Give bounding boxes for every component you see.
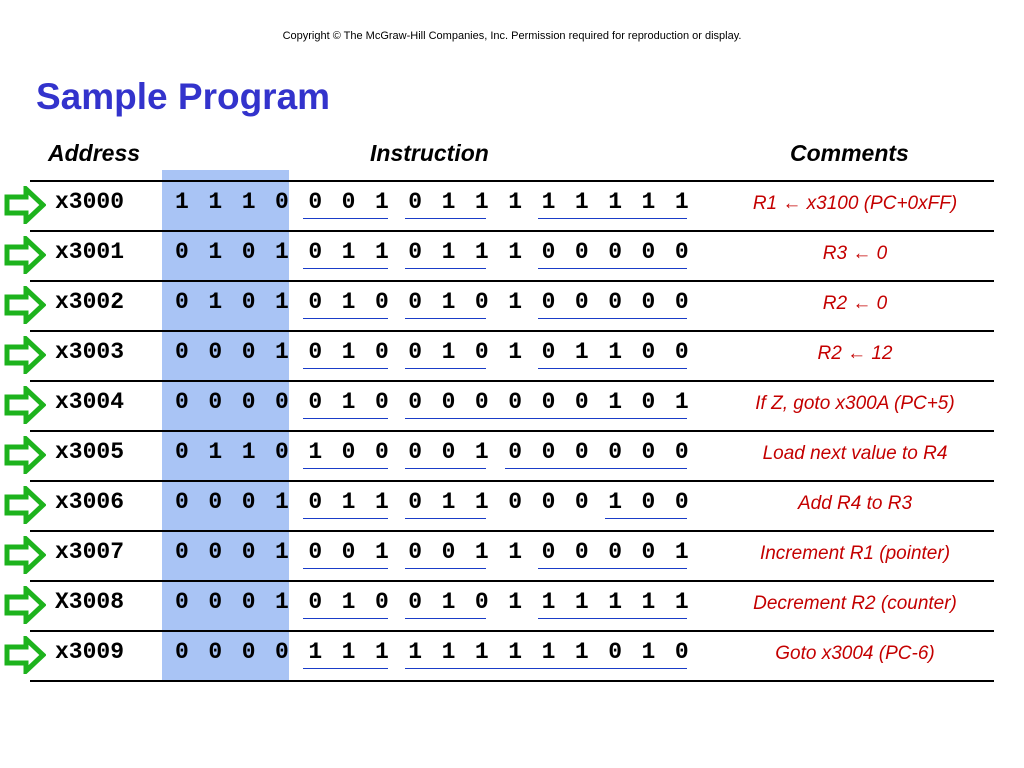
bit-digit: 1 — [508, 589, 523, 615]
field-underline — [405, 218, 485, 219]
bit-digit: 0 — [175, 539, 189, 565]
table-row — [0, 180, 1024, 230]
bit-digit: 1 — [408, 639, 423, 665]
bit-digit: 0 — [175, 439, 189, 465]
bit-digit: 0 — [641, 389, 656, 415]
address-cell: x3006 — [55, 489, 125, 515]
bit-digit: 0 — [574, 289, 589, 315]
bit-digit: 0 — [641, 339, 656, 365]
bit-digit: 0 — [674, 489, 689, 515]
bit-digit: 0 — [474, 589, 489, 615]
address-cell: x3002 — [55, 289, 125, 315]
bit-digit: 0 — [474, 339, 489, 365]
bit-digit: 1 — [508, 539, 523, 565]
bit-digit: 0 — [208, 589, 223, 615]
bit-digit: 1 — [508, 339, 523, 365]
bit-digit: 0 — [541, 239, 556, 265]
bit-digit: 1 — [275, 289, 289, 315]
bit-digit: 1 — [674, 539, 689, 565]
bit-digit: 0 — [608, 439, 623, 465]
address-cell: x3004 — [55, 389, 125, 415]
bit-digit: 0 — [441, 439, 456, 465]
bit-digit: 0 — [541, 489, 556, 515]
field-underline — [405, 518, 485, 519]
bit-digit: 1 — [441, 239, 456, 265]
bit-digit: 0 — [241, 589, 256, 615]
field-underline — [405, 568, 485, 569]
bit-digit: 0 — [308, 539, 323, 565]
bit-digit: 0 — [374, 439, 389, 465]
bit-digit: 0 — [175, 289, 189, 315]
bit-digit: 0 — [408, 239, 423, 265]
comment-cell: Decrement R2 (counter) — [753, 593, 957, 614]
bit-digit: 0 — [674, 439, 689, 465]
address-cell: X3008 — [55, 589, 125, 615]
address-cell: x3001 — [55, 239, 125, 265]
bit-digit: 0 — [241, 489, 256, 515]
field-underline — [405, 368, 485, 369]
field-underline — [405, 618, 485, 619]
bit-digit: 1 — [608, 389, 623, 415]
comment-cell: Add R4 to R3 — [797, 493, 913, 514]
bit-digit: 0 — [374, 389, 389, 415]
bit-digit: 1 — [374, 539, 389, 565]
field-underline — [303, 618, 387, 619]
bit-digit: 0 — [608, 289, 623, 315]
slide-title: Sample Program — [36, 76, 331, 117]
bit-digit: 0 — [308, 239, 323, 265]
bit-digit: 1 — [608, 339, 623, 365]
field-underline — [538, 568, 687, 569]
address-cell: x3007 — [55, 539, 125, 565]
bit-digit: 1 — [441, 289, 456, 315]
bit-digit: 0 — [308, 289, 323, 315]
bit-digit: 0 — [508, 439, 523, 465]
bit-digit: 0 — [408, 439, 423, 465]
bit-digit: 1 — [574, 639, 589, 665]
field-underline — [303, 568, 387, 569]
bit-digit: 1 — [441, 589, 456, 615]
bit-digit: 0 — [208, 389, 223, 415]
green-right-arrow-icon — [4, 536, 46, 574]
bit-digit: 0 — [541, 339, 556, 365]
bit-digit: 1 — [241, 439, 256, 465]
bit-digit: 0 — [474, 289, 489, 315]
bit-digit: 0 — [374, 289, 389, 315]
bit-digit: 0 — [641, 439, 656, 465]
comment-cell: If Z, goto x300A (PC+5) — [755, 393, 955, 414]
bit-digit: 1 — [474, 639, 489, 665]
field-underline — [405, 318, 485, 319]
bit-digit: 0 — [341, 189, 356, 215]
comment-cell: Increment R1 (pointer) — [759, 543, 951, 564]
bit-digit: 0 — [275, 389, 289, 415]
bit-digit: 1 — [241, 189, 256, 215]
bit-digit: 1 — [374, 639, 389, 665]
bit-digit: 0 — [408, 189, 423, 215]
field-underline — [538, 618, 687, 619]
field-underline — [303, 418, 387, 419]
bit-digit: 1 — [275, 339, 289, 365]
bit-digit: 0 — [408, 289, 423, 315]
field-underline — [605, 518, 687, 519]
bit-digit: 0 — [308, 489, 323, 515]
field-underline — [303, 318, 387, 319]
bit-digit: 1 — [474, 539, 489, 565]
green-right-arrow-icon — [4, 586, 46, 624]
bit-digit: 0 — [674, 339, 689, 365]
bit-digit: 1 — [341, 339, 356, 365]
table-row — [0, 480, 1024, 530]
copyright-notice: Copyright © The McGraw-Hill Companies, Inc. Permission required for reproduction or display. — [282, 30, 742, 42]
field-underline — [538, 218, 687, 219]
field-underline — [538, 318, 687, 319]
bit-digit: 1 — [341, 489, 356, 515]
bit-digit: 1 — [275, 539, 289, 565]
bit-digit: 1 — [474, 189, 489, 215]
table-row — [0, 430, 1024, 480]
bit-digit: 1 — [641, 189, 656, 215]
field-underline — [405, 268, 485, 269]
bit-digit: 0 — [608, 239, 623, 265]
bit-digit: 0 — [275, 639, 289, 665]
comment-cell: R1 ← x3100 (PC+0xFF) — [752, 193, 958, 214]
bit-digit: 1 — [341, 389, 356, 415]
bit-digit: 0 — [175, 389, 189, 415]
bit-digit: 1 — [341, 589, 356, 615]
field-underline — [538, 368, 687, 369]
comment-cell: R3 ← 0 — [822, 243, 888, 264]
bit-digit: 0 — [241, 289, 256, 315]
bit-digit: 0 — [308, 339, 323, 365]
row-divider — [30, 680, 994, 682]
bit-digit: 1 — [341, 289, 356, 315]
table-row — [0, 280, 1024, 330]
table-row — [0, 580, 1024, 630]
bit-digit: 0 — [308, 589, 323, 615]
bit-digit: 0 — [508, 389, 523, 415]
bit-digit: 0 — [241, 389, 256, 415]
green-right-arrow-icon — [4, 236, 46, 274]
bit-digit: 0 — [175, 589, 189, 615]
bit-digit: 0 — [641, 289, 656, 315]
bit-digit: 0 — [208, 639, 223, 665]
column-header-address: Address — [48, 140, 141, 166]
bit-digit: 0 — [175, 239, 189, 265]
bit-digit: 0 — [341, 539, 356, 565]
bit-digit: 0 — [175, 339, 189, 365]
bit-digit: 0 — [574, 439, 589, 465]
bit-digit: 0 — [641, 539, 656, 565]
green-right-arrow-icon — [4, 286, 46, 324]
bit-digit: 1 — [608, 589, 623, 615]
bit-digit: 1 — [541, 639, 556, 665]
bit-digit: 0 — [574, 539, 589, 565]
field-underline — [405, 468, 485, 469]
bit-digit: 0 — [308, 189, 323, 215]
bit-digit: 0 — [175, 489, 189, 515]
bit-digit: 1 — [474, 239, 489, 265]
bit-digit: 1 — [275, 239, 289, 265]
bit-digit: 0 — [674, 639, 689, 665]
table-row — [0, 380, 1024, 430]
bit-digit: 1 — [508, 239, 523, 265]
bit-digit: 0 — [608, 639, 623, 665]
bit-digit: 1 — [208, 239, 223, 265]
bit-digit: 1 — [275, 489, 289, 515]
field-underline — [303, 468, 387, 469]
bit-digit: 0 — [574, 389, 589, 415]
bit-digit: 0 — [241, 639, 256, 665]
bit-digit: 1 — [374, 489, 389, 515]
bit-digit: 1 — [541, 189, 556, 215]
comment-cell: R2 ← 12 — [817, 343, 893, 364]
comment-cell: Load next value to R4 — [762, 443, 948, 464]
bit-digit: 0 — [641, 489, 656, 515]
bit-digit: 1 — [641, 589, 656, 615]
bit-digit: 0 — [441, 539, 456, 565]
bit-digit: 1 — [674, 389, 689, 415]
bit-digit: 1 — [308, 439, 323, 465]
bit-digit: 1 — [474, 439, 489, 465]
bit-digit: 0 — [408, 489, 423, 515]
comment-cell: R2 ← 0 — [822, 293, 888, 314]
field-underline — [405, 418, 687, 419]
bit-digit: 0 — [674, 289, 689, 315]
bit-digit: 0 — [208, 489, 223, 515]
bit-digit: 0 — [408, 539, 423, 565]
bit-digit: 0 — [541, 539, 556, 565]
table-row — [0, 230, 1024, 280]
bit-digit: 1 — [208, 439, 223, 465]
bit-digit: 1 — [441, 489, 456, 515]
green-right-arrow-icon — [4, 336, 46, 374]
bit-digit: 0 — [308, 389, 323, 415]
field-underline — [538, 268, 687, 269]
bit-digit: 0 — [374, 589, 389, 615]
bit-digit: 0 — [408, 589, 423, 615]
bit-digit: 1 — [441, 189, 456, 215]
bit-digit: 0 — [541, 439, 556, 465]
bit-digit: 1 — [574, 339, 589, 365]
bit-digit: 1 — [574, 589, 589, 615]
field-underline — [303, 368, 387, 369]
bit-digit: 1 — [641, 639, 656, 665]
bit-digit: 0 — [341, 439, 356, 465]
bit-digit: 1 — [541, 589, 556, 615]
green-right-arrow-icon — [4, 386, 46, 424]
bit-digit: 1 — [175, 189, 189, 215]
comment-cell: Goto x3004 (PC-6) — [775, 643, 935, 664]
bit-digit: 1 — [308, 639, 323, 665]
bit-digit: 0 — [474, 389, 489, 415]
bit-digit: 0 — [275, 189, 289, 215]
bit-digit: 1 — [341, 639, 356, 665]
bit-digit: 1 — [474, 489, 489, 515]
bit-digit: 0 — [241, 239, 256, 265]
table-row — [0, 630, 1024, 680]
bit-digit: 1 — [374, 189, 389, 215]
field-underline — [303, 218, 387, 219]
table-row — [0, 530, 1024, 580]
green-right-arrow-icon — [4, 486, 46, 524]
bit-digit: 1 — [508, 289, 523, 315]
column-header-comments: Comments — [790, 140, 909, 166]
field-underline — [303, 668, 387, 669]
field-underline — [303, 268, 387, 269]
table-row — [0, 330, 1024, 380]
bit-digit: 0 — [208, 339, 223, 365]
bit-digit: 0 — [408, 339, 423, 365]
address-cell: x3009 — [55, 639, 125, 665]
bit-digit: 0 — [574, 239, 589, 265]
bit-digit: 1 — [374, 239, 389, 265]
bit-digit: 1 — [574, 189, 589, 215]
green-right-arrow-icon — [4, 436, 46, 474]
bit-digit: 0 — [541, 289, 556, 315]
bit-digit: 0 — [441, 389, 456, 415]
bit-digit: 1 — [208, 289, 223, 315]
bit-digit: 0 — [275, 439, 289, 465]
bit-digit: 1 — [341, 239, 356, 265]
bit-digit: 0 — [175, 639, 189, 665]
bit-digit: 0 — [241, 339, 256, 365]
bit-digit: 0 — [208, 539, 223, 565]
bit-digit: 1 — [674, 589, 689, 615]
green-right-arrow-icon — [4, 636, 46, 674]
field-underline — [505, 468, 687, 469]
bit-digit: 0 — [408, 389, 423, 415]
bit-digit: 1 — [608, 189, 623, 215]
address-cell: x3003 — [55, 339, 125, 365]
bit-digit: 1 — [508, 639, 523, 665]
bit-digit: 0 — [608, 539, 623, 565]
address-cell: x3000 — [55, 189, 125, 215]
bit-digit: 0 — [508, 489, 523, 515]
bit-digit: 0 — [374, 339, 389, 365]
bit-digit: 1 — [275, 589, 289, 615]
address-cell: x3005 — [55, 439, 125, 465]
bit-digit: 0 — [574, 489, 589, 515]
bit-digit: 1 — [674, 189, 689, 215]
bit-digit: 0 — [241, 539, 256, 565]
bit-digit: 1 — [441, 639, 456, 665]
bit-digit: 1 — [441, 339, 456, 365]
bit-digit: 0 — [641, 239, 656, 265]
bit-digit: 1 — [508, 189, 523, 215]
green-right-arrow-icon — [4, 186, 46, 224]
bit-digit: 0 — [674, 239, 689, 265]
bit-digit: 1 — [608, 489, 623, 515]
field-underline — [405, 668, 687, 669]
field-underline — [303, 518, 387, 519]
column-header-instruction: Instruction — [370, 140, 489, 166]
bit-digit: 1 — [208, 189, 223, 215]
bit-digit: 0 — [541, 389, 556, 415]
